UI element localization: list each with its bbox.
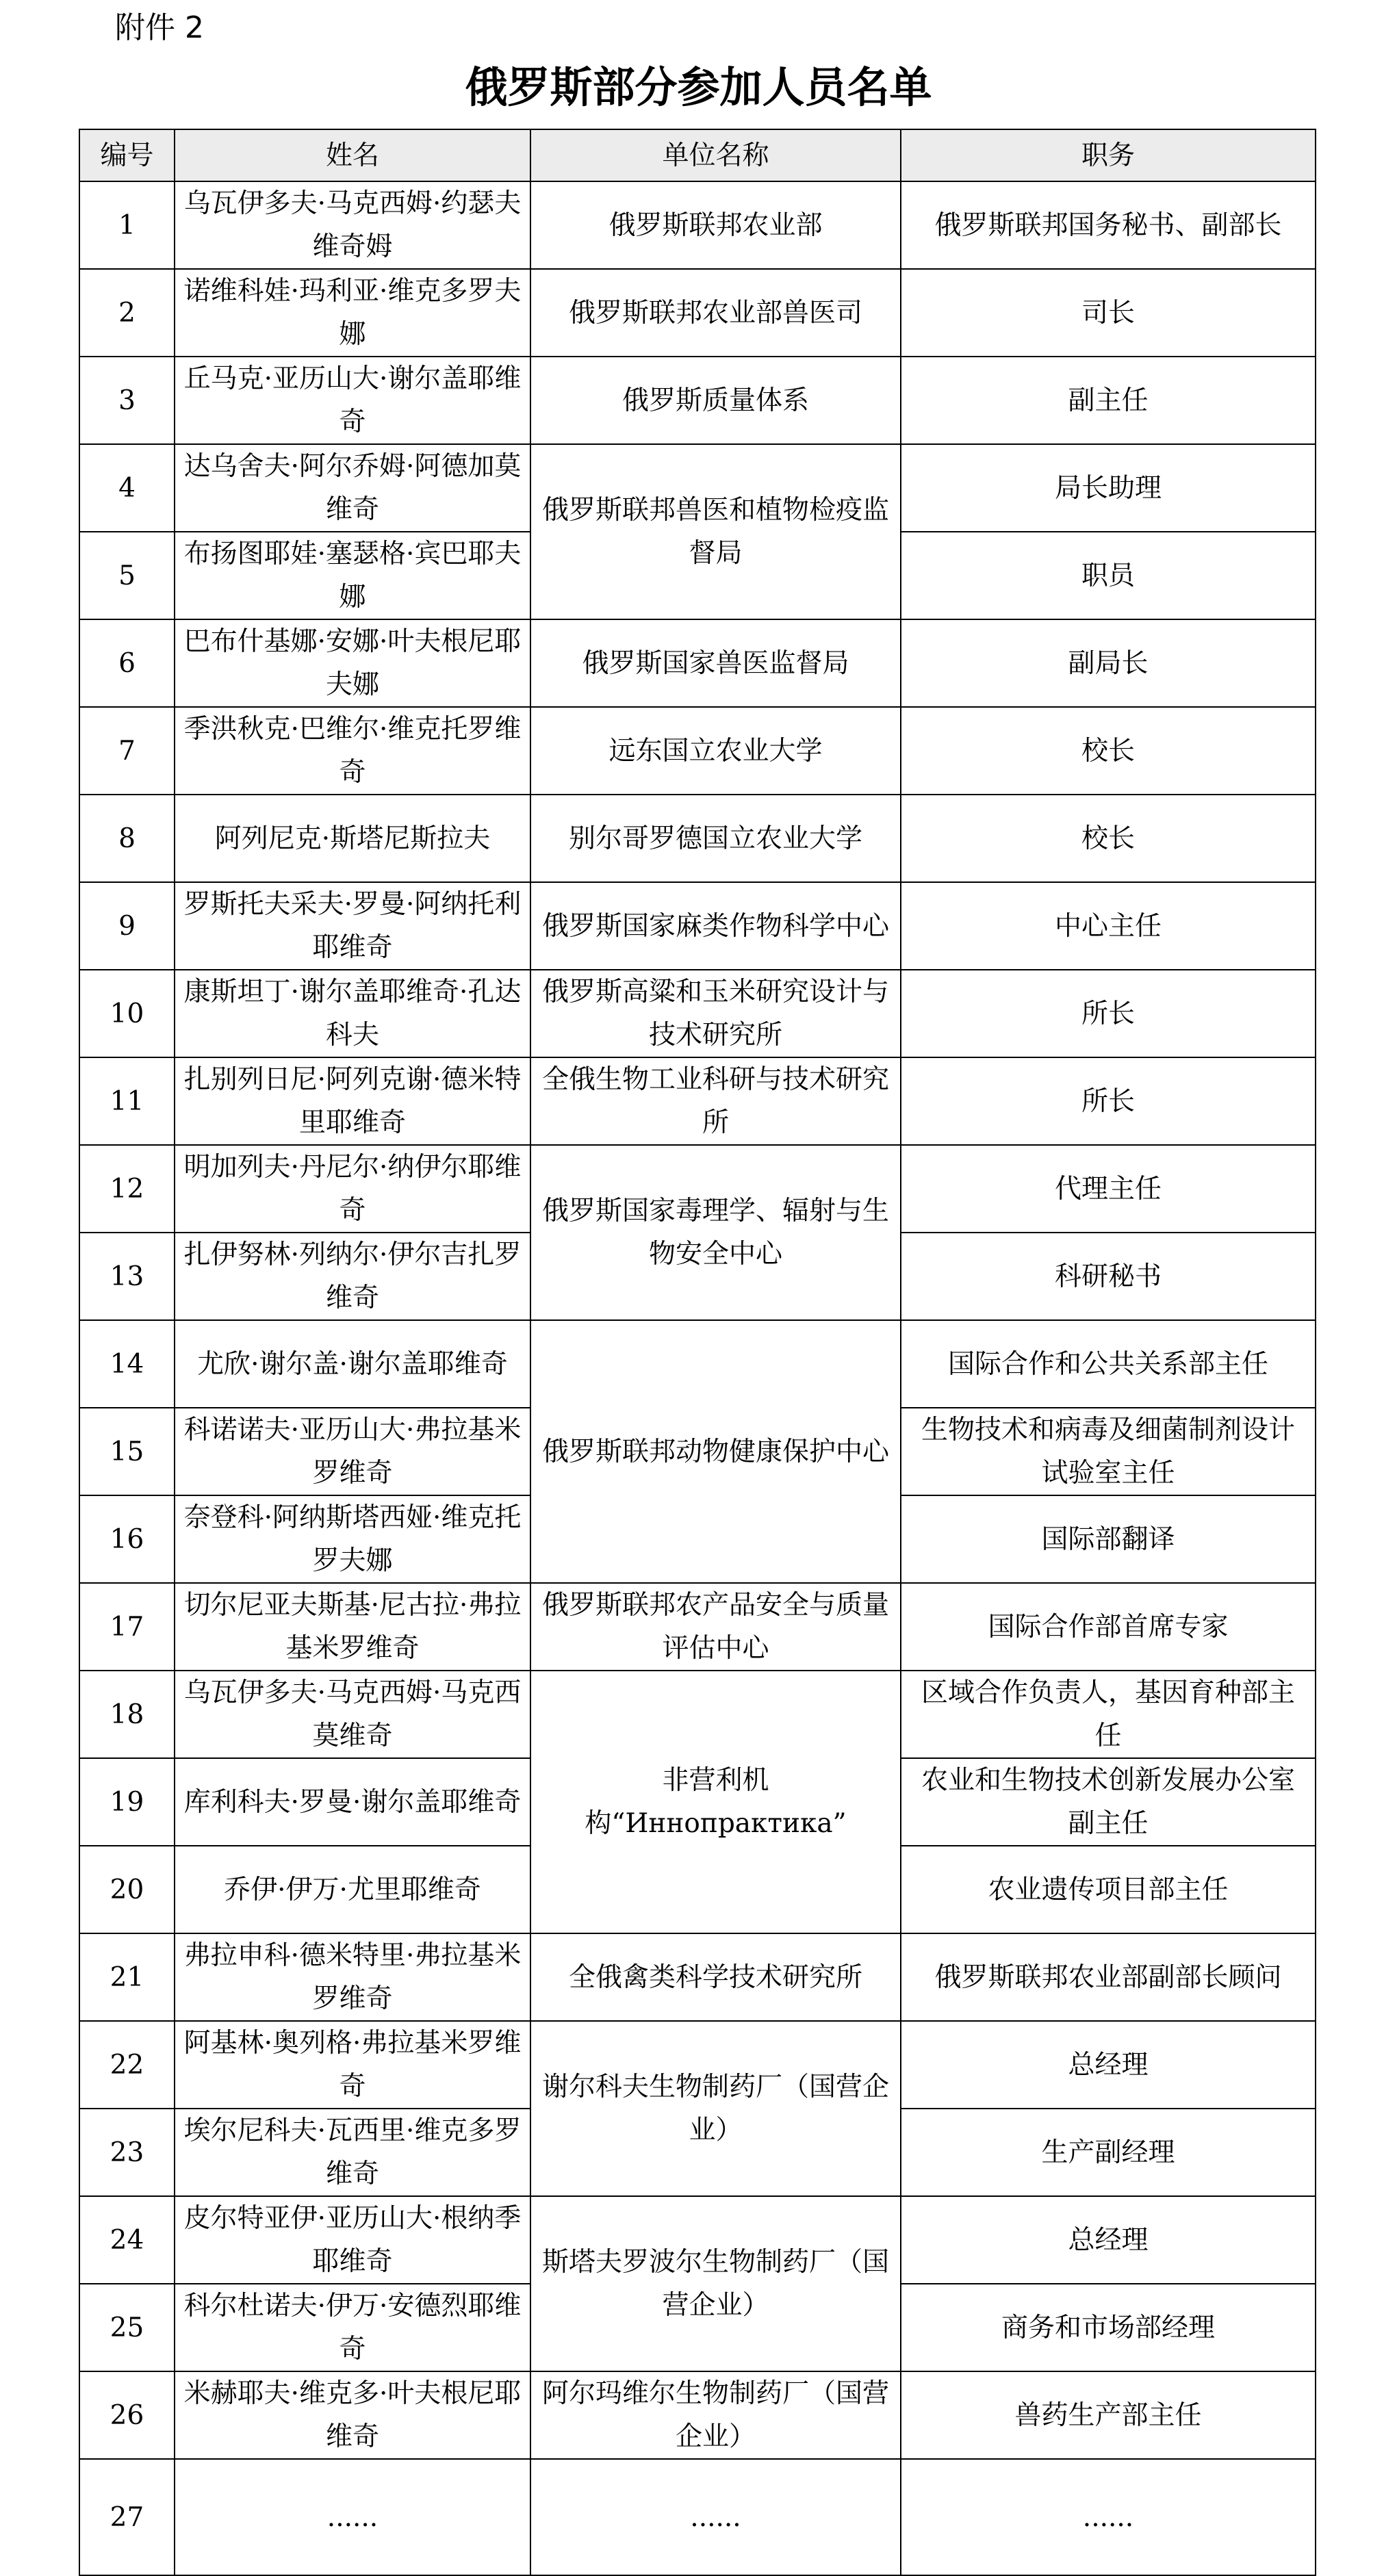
table-row — [79, 1145, 1316, 1233]
organization-name: 俄罗斯联邦农业部 — [530, 181, 901, 269]
job-position: ...... — [901, 2459, 1316, 2575]
table-row — [79, 357, 1316, 444]
person-name: 乔伊·伊万·尤里耶维奇 — [175, 1846, 530, 1933]
job-position: 中心主任 — [901, 882, 1316, 970]
table-row — [79, 2371, 1316, 2459]
table-row — [79, 181, 1316, 269]
row-number: 1 — [79, 181, 175, 269]
organization-name: 俄罗斯高粱和玉米研究设计与技术研究所 — [530, 970, 901, 1057]
person-name: 乌瓦伊多夫·马克西姆·约瑟夫维奇姆 — [175, 181, 530, 269]
person-name: 布扬图耶娃·塞瑟格·宾巴耶夫娜 — [175, 532, 530, 619]
person-name: ...... — [175, 2459, 530, 2575]
organization-name: ...... — [530, 2459, 901, 2575]
table-row — [79, 1583, 1316, 1671]
organization-name: 全俄禽类科学技术研究所 — [530, 1933, 901, 2021]
job-position: 所长 — [901, 970, 1316, 1057]
person-name: 丘马克·亚历山大·谢尔盖耶维奇 — [175, 357, 530, 444]
organization-name: 别尔哥罗德国立农业大学 — [530, 795, 901, 882]
person-name: 阿列尼克·斯塔尼斯拉夫 — [175, 795, 530, 882]
person-name: 扎别列日尼·阿列克谢·德米特里耶维奇 — [175, 1057, 530, 1145]
person-name: 科尔杜诺夫·伊万·安德烈耶维奇 — [175, 2284, 530, 2371]
person-name: 埃尔尼科夫·瓦西里·维克多罗维奇 — [175, 2109, 530, 2196]
job-position: 所长 — [901, 1057, 1316, 1145]
job-position: 俄罗斯联邦农业部副部长顾问 — [901, 1933, 1316, 2021]
row-number: 24 — [79, 2196, 175, 2284]
row-number: 22 — [79, 2021, 175, 2109]
table-row — [79, 970, 1316, 1057]
row-number: 6 — [79, 619, 175, 707]
row-number: 7 — [79, 707, 175, 795]
organization-name: 远东国立农业大学 — [530, 707, 901, 795]
person-name: 皮尔特亚伊·亚历山大·根纳季耶维奇 — [175, 2196, 530, 2284]
row-number: 14 — [79, 1320, 175, 1408]
organization-name: 俄罗斯国家毒理学、辐射与生物安全中心 — [530, 1145, 901, 1320]
row-number: 27 — [79, 2459, 175, 2575]
row-number: 17 — [79, 1583, 175, 1671]
job-position: 生物技术和病毒及细菌制剂设计试验室主任 — [901, 1408, 1316, 1495]
organization-name: 俄罗斯国家麻类作物科学中心 — [530, 882, 901, 970]
header-name: 姓名 — [175, 129, 530, 181]
row-number: 9 — [79, 882, 175, 970]
job-position: 校长 — [901, 707, 1316, 795]
row-number: 23 — [79, 2109, 175, 2196]
row-number: 15 — [79, 1408, 175, 1495]
job-position: 职员 — [901, 532, 1316, 619]
person-name: 巴布什基娜·安娜·叶夫根尼耶夫娜 — [175, 619, 530, 707]
job-position: 农业遗传项目部主任 — [901, 1846, 1316, 1933]
table-row — [79, 795, 1316, 882]
table-row — [79, 444, 1316, 532]
person-name: 扎伊努林·列纳尔·伊尔吉扎罗维奇 — [175, 1233, 530, 1320]
job-position: 科研秘书 — [901, 1233, 1316, 1320]
document-title: 俄罗斯部分参加人员名单 — [465, 62, 932, 112]
job-position: 总经理 — [901, 2021, 1316, 2109]
row-number: 25 — [79, 2284, 175, 2371]
organization-name: 俄罗斯质量体系 — [530, 357, 901, 444]
job-position: 局长助理 — [901, 444, 1316, 532]
organization-name: 俄罗斯联邦兽医和植物检疫监督局 — [530, 444, 901, 619]
table-row — [79, 882, 1316, 970]
organization-name: 俄罗斯国家兽医监督局 — [530, 619, 901, 707]
row-number: 16 — [79, 1495, 175, 1583]
table-row — [79, 1933, 1316, 2021]
row-number: 21 — [79, 1933, 175, 2021]
person-name: 米赫耶夫·维克多·叶夫根尼耶维奇 — [175, 2371, 530, 2459]
organization-name: 阿尔玛维尔生物制药厂（国营企业） — [530, 2371, 901, 2459]
person-name: 阿基林·奥列格·弗拉基米罗维奇 — [175, 2021, 530, 2109]
table-body — [79, 181, 1316, 2575]
job-position: 兽药生产部主任 — [901, 2371, 1316, 2459]
header-position: 职务 — [901, 129, 1316, 181]
job-position: 生产副经理 — [901, 2109, 1316, 2196]
attachment-label: 附件 2 — [115, 10, 204, 45]
job-position: 代理主任 — [901, 1145, 1316, 1233]
organization-name: 斯塔夫罗波尔生物制药厂（国营企业） — [530, 2196, 901, 2371]
person-name: 季洪秋克·巴维尔·维克托罗维奇 — [175, 707, 530, 795]
organization-name: 非营利机构“Иннопрактика” — [530, 1671, 901, 1933]
row-number: 4 — [79, 444, 175, 532]
job-position: 国际合作部首席专家 — [901, 1583, 1316, 1671]
person-name: 科诺诺夫·亚历山大·弗拉基米罗维奇 — [175, 1408, 530, 1495]
person-name: 库利科夫·罗曼·谢尔盖耶维奇 — [175, 1758, 530, 1846]
job-position: 司长 — [901, 269, 1316, 357]
row-number: 12 — [79, 1145, 175, 1233]
organization-name: 谢尔科夫生物制药厂（国营企业） — [530, 2021, 901, 2196]
job-position: 副主任 — [901, 357, 1316, 444]
job-position: 国际合作和公共关系部主任 — [901, 1320, 1316, 1408]
row-number: 20 — [79, 1846, 175, 1933]
table-row — [79, 707, 1316, 795]
person-name: 明加列夫·丹尼尔·纳伊尔耶维奇 — [175, 1145, 530, 1233]
person-name: 切尔尼亚夫斯基·尼古拉·弗拉基米罗维奇 — [175, 1583, 530, 1671]
person-name: 弗拉申科·德米特里·弗拉基米罗维奇 — [175, 1933, 530, 2021]
person-name: 乌瓦伊多夫·马克西姆·马克西莫维奇 — [175, 1671, 530, 1758]
header-organization: 单位名称 — [530, 129, 901, 181]
organization-name: 全俄生物工业科研与技术研究所 — [530, 1057, 901, 1145]
person-name: 尤欣·谢尔盖·谢尔盖耶维奇 — [175, 1320, 530, 1408]
person-name: 达乌舍夫·阿尔乔姆·阿德加莫维奇 — [175, 444, 530, 532]
row-number: 26 — [79, 2371, 175, 2459]
table-row — [79, 2021, 1316, 2109]
job-position: 校长 — [901, 795, 1316, 882]
job-position: 副局长 — [901, 619, 1316, 707]
organization-name: 俄罗斯联邦动物健康保护中心 — [530, 1320, 901, 1583]
table-row — [79, 2196, 1316, 2284]
organization-name: 俄罗斯联邦农产品安全与质量评估中心 — [530, 1583, 901, 1671]
job-position: 总经理 — [901, 2196, 1316, 2284]
person-name: 诺维科娃·玛利亚·维克多罗夫娜 — [175, 269, 530, 357]
row-number: 3 — [79, 357, 175, 444]
organization-name: 俄罗斯联邦农业部兽医司 — [530, 269, 901, 357]
job-position: 国际部翻译 — [901, 1495, 1316, 1583]
table-row — [79, 619, 1316, 707]
row-number: 2 — [79, 269, 175, 357]
job-position: 商务和市场部经理 — [901, 2284, 1316, 2371]
row-number: 5 — [79, 532, 175, 619]
table-row — [79, 1320, 1316, 1408]
row-number: 8 — [79, 795, 175, 882]
row-number: 13 — [79, 1233, 175, 1320]
person-name: 罗斯托夫采夫·罗曼·阿纳托利耶维奇 — [175, 882, 530, 970]
job-position: 农业和生物技术创新发展办公室副主任 — [901, 1758, 1316, 1846]
row-number: 19 — [79, 1758, 175, 1846]
participant-table — [79, 129, 1316, 2576]
row-number: 11 — [79, 1057, 175, 1145]
job-position: 区域合作负责人，基因育种部主任 — [901, 1671, 1316, 1758]
person-name: 奈登科·阿纳斯塔西娅·维克托罗夫娜 — [175, 1495, 530, 1583]
table-row — [79, 269, 1316, 357]
job-position: 俄罗斯联邦国务秘书、副部长 — [901, 181, 1316, 269]
table-row — [79, 1671, 1316, 1758]
person-name: 康斯坦丁·谢尔盖耶维奇·孔达科夫 — [175, 970, 530, 1057]
table-header-row — [79, 129, 1316, 181]
row-number: 18 — [79, 1671, 175, 1758]
table-row — [79, 1057, 1316, 1145]
row-number: 10 — [79, 970, 175, 1057]
table-row — [79, 2459, 1316, 2575]
header-number: 编号 — [79, 129, 175, 181]
